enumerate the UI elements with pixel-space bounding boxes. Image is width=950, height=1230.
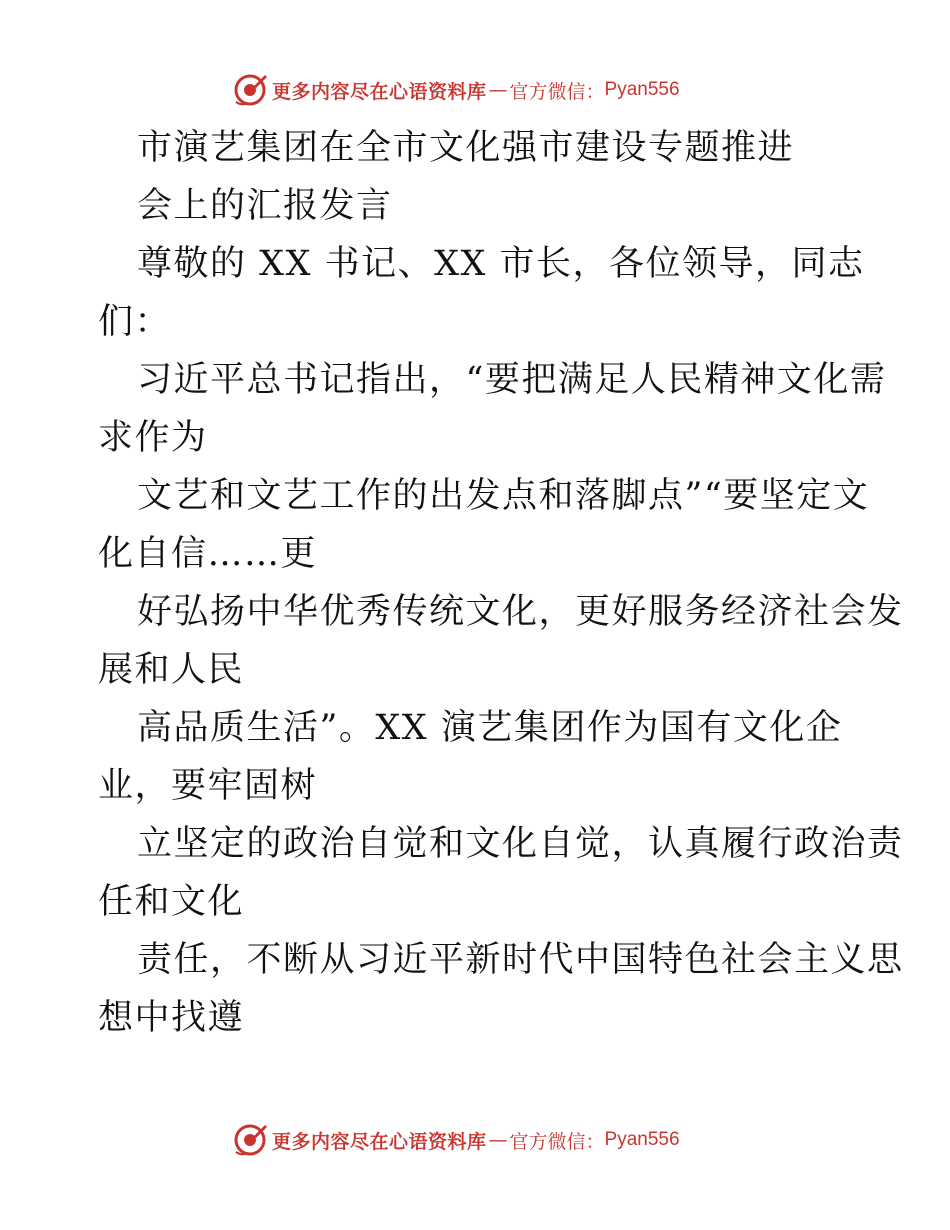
watermark-account: Pyan556 bbox=[604, 79, 680, 100]
watermark-account: Pyan556 bbox=[604, 1129, 680, 1150]
paragraph-line: 想中找遵 bbox=[98, 998, 245, 1038]
watermark-wechat-label: 官方微信： bbox=[509, 1130, 605, 1153]
paragraph-line: 业，要牢固树 bbox=[98, 766, 318, 806]
paragraph-line: 高品质生活”。XX 演艺集团作为国有文化企 bbox=[137, 708, 843, 748]
paragraph-line: 化自信……更 bbox=[98, 534, 318, 574]
pen-nib-circle-icon bbox=[232, 1122, 268, 1158]
paragraph-line: 文艺和文艺工作的出发点和落脚点”“要坚定文 bbox=[137, 476, 870, 516]
watermark-brand: 更多内容尽在心语资料库 bbox=[272, 1130, 487, 1153]
paragraph-line: 展和人民 bbox=[98, 650, 245, 690]
paragraph-line: 立坚定的政治自觉和文化自觉，认真履行政治责 bbox=[137, 824, 904, 864]
watermark-wechat-label: 官方微信： bbox=[509, 80, 605, 103]
document-title-line-1: 市演艺集团在全市文化强市建设专题推进 bbox=[137, 128, 795, 168]
paragraph-line: 习近平总书记指出，“要把满足人民精神文化需 bbox=[137, 360, 887, 400]
paragraph-line: 好弘扬中华优秀传统文化，更好服务经济社会发 bbox=[137, 592, 904, 632]
footer-watermark bbox=[232, 1120, 680, 1160]
paragraph-line: 们： bbox=[98, 302, 172, 342]
paragraph-line: 尊敬的 XX 书记、XX 市长，各位领导，同志 bbox=[137, 244, 865, 284]
header-watermark bbox=[232, 70, 680, 110]
document-title-line-2: 会上的汇报发言 bbox=[137, 186, 393, 226]
paragraph-line: 任和文化 bbox=[98, 882, 245, 922]
pen-nib-circle-icon bbox=[232, 72, 268, 108]
watermark-brand: 更多内容尽在心语资料库 bbox=[272, 80, 487, 103]
paragraph-line: 求作为 bbox=[98, 418, 208, 458]
paragraph-line: 责任，不断从习近平新时代中国特色社会主义思 bbox=[137, 940, 904, 980]
watermark-separator: — bbox=[488, 79, 508, 101]
watermark-separator: — bbox=[488, 1129, 508, 1151]
